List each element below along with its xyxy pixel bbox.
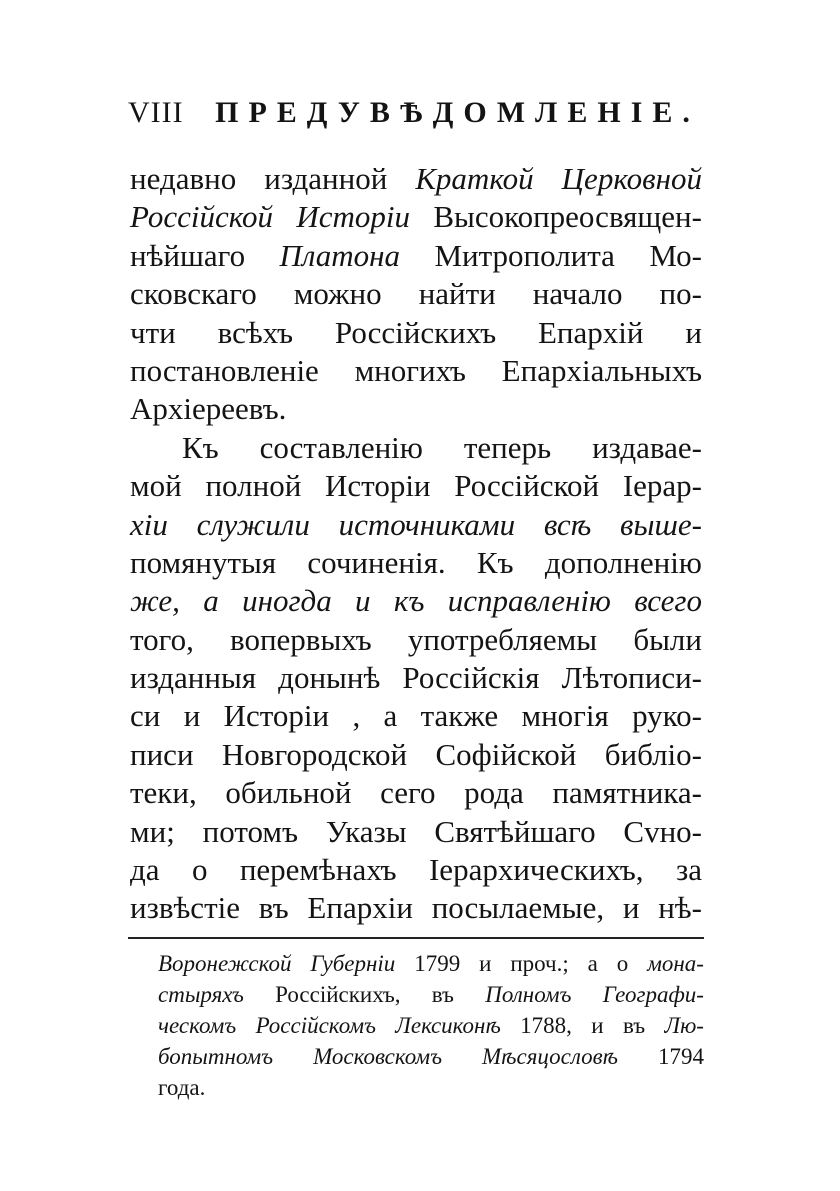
word: Лю- [664,1013,704,1038]
word: донынѣ [278,660,381,696]
word: вопервыхъ [230,621,372,657]
word: всѣхъ [217,314,294,350]
word: Новгородской [221,736,408,772]
word: руко- [632,698,702,734]
word: о [191,852,208,888]
word: извѣстіе [130,890,240,926]
word: Высокопреосвящен- [433,199,702,235]
word: Россійскихъ [334,314,497,350]
word: Россійскомъ [255,1013,376,1038]
word: 1794 [657,1044,704,1069]
word: Исторіи [325,468,431,504]
word: теки, [130,775,197,811]
word: выше- [620,506,702,542]
word: Епархіальныхъ [501,352,702,388]
word: теперь [463,429,552,465]
word: Исторіи [296,199,410,235]
word: обильной [225,775,352,811]
word: Московскомъ [313,1044,443,1069]
word: рода [464,775,524,811]
word: Сvно- [623,813,702,849]
word: , [352,698,361,734]
word: 1799 [414,951,461,976]
word: сковскаго [130,276,257,312]
word: си [130,698,161,734]
footnote-line [158,979,704,1010]
text-line [130,813,702,851]
text-line [130,506,702,544]
footnote-line [158,1010,704,1041]
word: недавно [130,161,237,196]
word: и [685,314,702,350]
page-number: VIII [128,96,184,129]
word: посылаемые, [431,890,605,926]
word: Указы [325,813,407,849]
word: и [355,583,371,619]
word: потомъ [202,813,299,849]
word: въ [622,1013,646,1038]
word: перемѣнахъ [239,852,397,888]
word: и [479,951,492,976]
word: Географи- [602,982,704,1007]
word: къ [393,583,425,619]
word: многихъ [354,352,466,388]
word: Митрополита [434,237,615,273]
word: а [587,951,598,976]
text-line [130,237,702,275]
word: Іерар- [622,468,702,504]
word: всѣ [543,506,592,542]
text-line [130,697,702,735]
word: исправленію [447,583,611,619]
word: библіо- [604,736,702,772]
word: писи [130,736,194,772]
word: стыряхъ [158,982,244,1007]
word: года. [158,1075,206,1100]
word: а [203,583,219,619]
word: Церковной [561,161,702,196]
word: да [130,852,160,888]
word: и [591,1013,604,1038]
body-text [130,160,702,928]
text-line [130,736,702,774]
word: проч.; [510,951,569,976]
word: иногда [242,583,332,619]
word: мона- [647,951,704,976]
word: также [420,698,499,734]
word: сочиненія. [307,544,446,580]
word: Лѣтописи- [561,660,702,696]
word: Исторіи [223,698,330,734]
word: за [675,852,702,888]
word: въ [431,982,454,1007]
word: Епархій [538,314,644,350]
footnote-line [158,1072,704,1103]
footnote-line [158,948,704,979]
text-line [130,889,702,927]
word: Россійской [454,468,600,504]
word: и [622,890,640,926]
word: Краткой [415,161,534,196]
text-line [130,467,702,505]
word: сего [380,775,436,811]
word: а [383,698,398,734]
word: источниками [338,506,516,542]
footnote-line [158,1041,704,1072]
word: Россійской [130,199,274,235]
word: помянутыя [130,544,277,580]
word: полной [205,468,302,504]
text-line [130,198,702,236]
text-line [130,160,702,198]
word: того, [130,621,194,657]
word: Епархіи [307,890,413,926]
word: Къ [182,429,219,465]
word: составленію [259,429,423,465]
word: найти [418,276,496,312]
text-line [130,429,702,467]
word: хіи [130,506,168,542]
word: Мо- [649,237,702,273]
word: Россійскихъ, [275,982,401,1007]
text-line [130,851,702,889]
word: Лексиконѣ [395,1013,501,1038]
word: постановленіе [130,352,319,388]
text-line [130,352,702,390]
text-line [130,314,702,352]
word: всего [634,583,702,619]
word: многія [521,698,609,734]
word: Святѣйшаго [434,813,596,849]
word: служили [196,506,310,542]
word: же, [130,583,180,619]
word: Архіереевъ. [130,391,287,427]
word: ческомъ [158,1013,237,1038]
word: памятника- [552,775,702,811]
word: чти [130,314,176,350]
word: Іерархическихъ, [428,852,644,888]
word: Мѣсяцословѣ [481,1044,619,1069]
word: Россійскія [402,660,540,696]
word: Губерніи [310,951,396,976]
word: употребляемы [407,621,598,657]
text-line [130,544,702,582]
word: ми; [130,813,175,849]
word: Платона [279,237,401,273]
word: начало [532,276,623,312]
word: нѣ- [658,890,702,926]
footnote-rule [128,937,704,939]
text-line [130,582,702,620]
text-line [130,621,702,659]
word: изданныя [130,660,257,696]
running-title: ПРЕДУВѢДОМЛЕНІЕ. [215,96,700,129]
word: издавае- [592,429,702,465]
footnote [158,948,704,1103]
word: нѣйшаго [130,237,246,273]
word: были [633,621,702,657]
word: Къ [476,544,514,580]
word: Полномъ [485,982,572,1007]
text-line [130,774,702,812]
text-line [130,275,702,313]
word: можно [293,276,382,312]
word: мой [130,468,182,504]
word: Софійской [435,736,577,772]
word: дополненію [544,544,702,580]
text-line [130,659,702,697]
word: въ [258,890,289,926]
word: изданной [264,161,388,196]
text-line [130,390,702,428]
page-header [128,96,700,130]
word: Воронежской [158,951,292,976]
word: и [183,698,201,734]
word: 1788, [520,1013,572,1038]
word: бопытномъ [158,1044,274,1069]
word: по- [659,276,702,312]
word: о [616,951,629,976]
